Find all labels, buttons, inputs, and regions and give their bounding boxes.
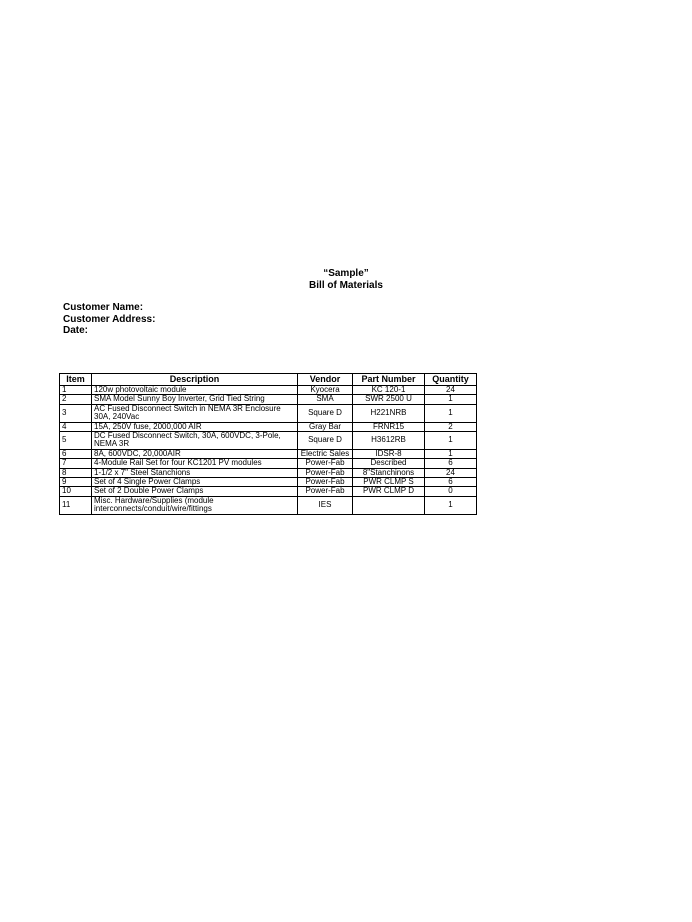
cell-part-number: SWR 2500 U [353, 395, 425, 404]
table-row [60, 459, 477, 468]
cell-item: 1 [60, 386, 92, 395]
cell-vendor: SMA [298, 395, 353, 404]
table-row [60, 496, 477, 514]
cell-part-number: PWR CLMP D [353, 487, 425, 496]
cell-item: 8 [60, 468, 92, 477]
cell-item: 3 [60, 404, 92, 422]
document-title-sample: “Sample” [323, 268, 369, 279]
cell-item: 9 [60, 478, 92, 487]
cell-description: Set of 4 Single Power Clamps [92, 478, 298, 487]
cell-description: 120w photovoltaic module [92, 386, 298, 395]
cell-item: 2 [60, 395, 92, 404]
cell-part-number: H3612RB [353, 432, 425, 450]
cell-description: DC Fused Disconnect Switch, 30A, 600VDC, 3-Pole, NEMA 3R [92, 432, 298, 450]
cell-description: 4-Module Rail Set for four KC1201 PV modules [92, 459, 298, 468]
cell-part-number: 8"Stanchinons [353, 468, 425, 477]
cell-quantity: 24 [425, 386, 477, 395]
cell-description: 15A, 250V fuse, 2000,000 AIR [92, 422, 298, 431]
cell-quantity: 6 [425, 459, 477, 468]
cell-part-number: PWR CLMP S [353, 478, 425, 487]
cell-quantity: 2 [425, 422, 477, 431]
document-title-block [0, 268, 692, 292]
customer-address-label: Customer Address: [63, 313, 156, 325]
cell-part-number [353, 496, 425, 514]
cell-quantity: 1 [425, 395, 477, 404]
table-row [60, 404, 477, 422]
cell-quantity: 6 [425, 478, 477, 487]
cell-quantity: 1 [425, 449, 477, 458]
column-header-description: Description [92, 374, 298, 386]
cell-vendor: Electric Sales [298, 449, 353, 458]
cell-part-number: IDSR-8 [353, 449, 425, 458]
cell-description: 1-1/2 x 7" Steel Stanchions [92, 468, 298, 477]
cell-vendor: IES [298, 496, 353, 514]
table-header-row [60, 374, 477, 386]
customer-info-block [63, 302, 155, 337]
cell-description: Set of 2 Double Power Clamps [92, 487, 298, 496]
date-label: Date: [63, 325, 89, 336]
cell-vendor: Power-Fab [298, 478, 353, 487]
cell-quantity: 1 [425, 432, 477, 450]
cell-quantity: 0 [425, 487, 477, 496]
table-row [60, 487, 477, 496]
document-title: Bill of Materials [309, 280, 383, 291]
cell-part-number: KC 120-1 [353, 386, 425, 395]
cell-description: AC Fused Disconnect Switch in NEMA 3R Enclosure 30A, 240Vac [92, 404, 298, 422]
customer-name-label: Customer Name: [63, 302, 144, 313]
cell-item: 4 [60, 422, 92, 431]
cell-vendor: Square D [298, 432, 353, 450]
column-header-item: Item [60, 374, 92, 386]
table-row [60, 395, 477, 404]
cell-item: 10 [60, 487, 92, 496]
cell-part-number: FRNR15 [353, 422, 425, 431]
cell-description: Misc. Hardware/Supplies (module interconnects/conduit/wire/fittings [92, 496, 298, 514]
cell-vendor: Power-Fab [298, 468, 353, 477]
cell-item: 6 [60, 449, 92, 458]
cell-vendor: Kyocera [298, 386, 353, 395]
cell-vendor: Power-Fab [298, 459, 353, 468]
cell-quantity: 24 [425, 468, 477, 477]
cell-quantity: 1 [425, 404, 477, 422]
cell-vendor: Power-Fab [298, 487, 353, 496]
column-header-vendor: Vendor [298, 374, 353, 386]
bill-of-materials-table [59, 373, 477, 515]
cell-description: 8A, 600VDC, 20,000AIR [92, 449, 298, 458]
cell-vendor: Gray Bar [298, 422, 353, 431]
cell-part-number: Described [353, 459, 425, 468]
table-row [60, 432, 477, 450]
cell-item: 7 [60, 459, 92, 468]
cell-description: SMA Model Sunny Boy Inverter, Grid Tied String [92, 395, 298, 404]
cell-item: 5 [60, 432, 92, 450]
column-header-quantity: Quantity [425, 374, 477, 386]
column-header-part-number: Part Number [353, 374, 425, 386]
cell-item: 11 [60, 496, 92, 514]
cell-quantity: 1 [425, 496, 477, 514]
cell-part-number: H221NRB [353, 404, 425, 422]
cell-vendor: Square D [298, 404, 353, 422]
